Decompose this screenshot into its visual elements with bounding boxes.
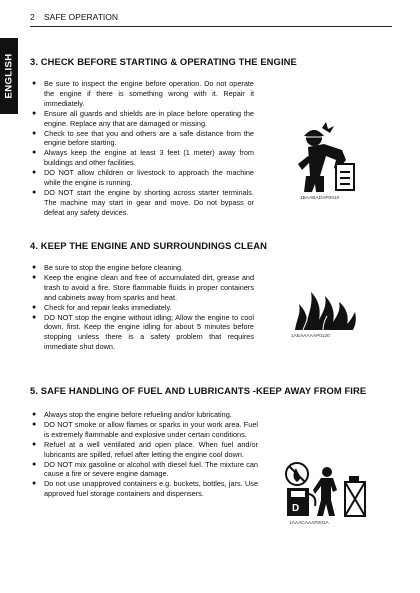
bullet-list bbox=[30, 79, 254, 218]
no-bypass-start-warning-icon bbox=[290, 120, 362, 196]
section-heading: 4. KEEP THE ENGINE AND SURROUNDINGS CLEAN bbox=[30, 240, 267, 251]
page-header bbox=[30, 12, 392, 27]
figure-code: 1AAACAAAP001A bbox=[289, 521, 329, 526]
list-item: ● Be sure to inspect the engine before operation. Do not operate the engine if there is something wrong with it. Repair it immediately. bbox=[30, 79, 254, 109]
list-item: ● DO NOT start the engine by shorting across starter terminals. The machine may start in gear and move. Do not bypass or defeat any safety devices. bbox=[30, 188, 254, 218]
figure-code: 1AEAAAAAP0120 bbox=[291, 334, 330, 339]
header-title: SAFE OPERATION bbox=[44, 12, 118, 22]
list-item: ● DO NOT allow children or livestock to approach the machine while the engine is running. bbox=[30, 168, 254, 188]
list-item: ● Ensure all guards and shields are in place before operating the engine. Replace any that are damaged or missing. bbox=[30, 109, 254, 129]
list-item: ● Check to see that you and others are a safe distance from the engine before starting. bbox=[30, 129, 254, 149]
list-item: ● Always keep the engine at least 3 feet (1 meter) away from buildings and other facilities. bbox=[30, 148, 254, 168]
bullet-list bbox=[30, 263, 254, 352]
language-tab-label: ENGLISH bbox=[3, 53, 15, 99]
language-tab bbox=[0, 38, 18, 114]
section-heading: 3. CHECK BEFORE STARTING & OPERATING THE ENGINE bbox=[30, 56, 297, 67]
section-heading: 5. SAFE HANDLING OF FUEL AND LUBRICANTS -KEEP AWAY FROM FIRE bbox=[30, 385, 367, 396]
svg-text:D: D bbox=[292, 503, 300, 514]
refuel-no-fire-icon bbox=[283, 460, 369, 518]
list-item: ● DO NOT smoke or allow flames or sparks in your work area. Fuel is extremely flammable and explosive under certain conditions. bbox=[30, 420, 258, 440]
list-item: ● Do not use unapproved containers e.g. buckets, bottles, jars. Use approved fuel storage containers and dispensers. bbox=[30, 479, 258, 499]
list-item: ● DO NOT stop the engine without idling; Allow the engine to cool down, first. Keep the engine idling for about 5 minutes before stopping unless there is a safety problem that requires immediate shut down. bbox=[30, 313, 254, 353]
list-item: ● Be sure to stop the engine before cleaning. bbox=[30, 263, 254, 273]
list-item: ● Refuel at a well ventilated and open place. When fuel and/or lubricants are spilled, refuel after letting the engine cool down. bbox=[30, 440, 258, 460]
fire-flames-icon bbox=[293, 288, 357, 330]
list-item: ● Always stop the engine before refueling and/or lubricating. bbox=[30, 410, 258, 420]
list-item: ● Keep the engine clean and free of accumulated dirt, grease and trash to avoid a fire. Store flammable fluids in proper containers and cabinets away from sparks and heat. bbox=[30, 273, 254, 303]
list-item: ● Check for and repair leaks immediately. bbox=[30, 303, 254, 313]
page-number: 2 bbox=[30, 12, 35, 22]
figure-code: 1BAABADAP0010 bbox=[300, 196, 340, 201]
list-item: ● DO NOT mix gasoline or alcohol with diesel fuel. The mixture can cause a fire or severe engine damage. bbox=[30, 460, 258, 480]
bullet-list bbox=[30, 410, 258, 499]
